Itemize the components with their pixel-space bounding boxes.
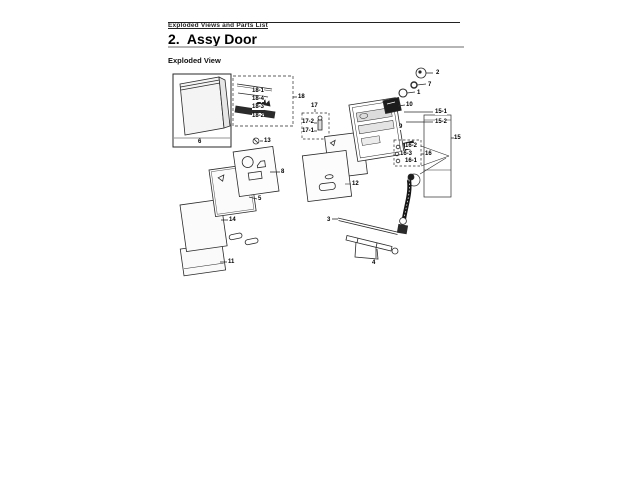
ring-part-1 (399, 89, 415, 97)
part-label-15-2: 15-2 (435, 119, 448, 125)
door-outer-assembly-box (173, 74, 231, 147)
rod-assembly-4 (346, 236, 398, 260)
part-label-11: 11 (228, 259, 235, 265)
breadcrumb: Exploded Views and Parts List (168, 22, 268, 29)
part-label-4: 4 (372, 260, 376, 266)
part-label-16-3: 16-3 (400, 151, 413, 157)
hinge-pin-box (302, 108, 329, 139)
nut-part-7 (411, 82, 426, 88)
part-label-15-1: 15-1 (435, 109, 448, 115)
part-label-2: 2 (436, 70, 440, 76)
part-label-7: 7 (428, 82, 432, 88)
page-title: 2. Assy Door (168, 31, 257, 47)
part-label-10: 10 (406, 102, 413, 108)
screw-13 (253, 138, 263, 144)
hose-assembly (397, 174, 420, 234)
part-label-18: 18 (298, 94, 305, 100)
part-label-6: 6 (198, 139, 202, 145)
part-label-18-1: 18-1 (252, 88, 265, 94)
part-label-18-2: 18-2 (252, 113, 265, 119)
liner-frame-15 (404, 112, 454, 197)
part-label-1: 1 (417, 90, 421, 96)
part-label-5: 5 (258, 196, 262, 202)
part-label-18-3: 18-3 (252, 104, 265, 110)
panel-8 (233, 146, 279, 196)
part-label-18-4: 18-4 (252, 96, 265, 102)
part-label-17-1: 17-1 (302, 128, 315, 134)
cap-part-2 (416, 68, 433, 78)
door-latch-10 (383, 97, 405, 113)
part-label-17: 17 (311, 103, 318, 109)
part-label-17-2: 17-2 (302, 119, 315, 125)
panel-12 (302, 150, 351, 201)
part-label-8: 8 (281, 169, 285, 175)
part-label-16-1: 16-1 (405, 158, 418, 164)
part-label-14: 14 (229, 217, 236, 223)
handle-parts-box (233, 76, 297, 126)
part-label-16: 16 (425, 151, 432, 157)
part-label-12: 12 (352, 181, 359, 187)
capsule-parts (229, 233, 259, 246)
seal-strip-3 (332, 218, 398, 235)
part-label-16-2: 16-2 (405, 143, 418, 149)
part-label-3: 3 (327, 217, 331, 223)
part-label-9: 9 (399, 124, 403, 130)
part-label-13: 13 (264, 138, 271, 144)
part-label-15: 15 (454, 135, 461, 141)
section-label: Exploded View (168, 56, 221, 65)
